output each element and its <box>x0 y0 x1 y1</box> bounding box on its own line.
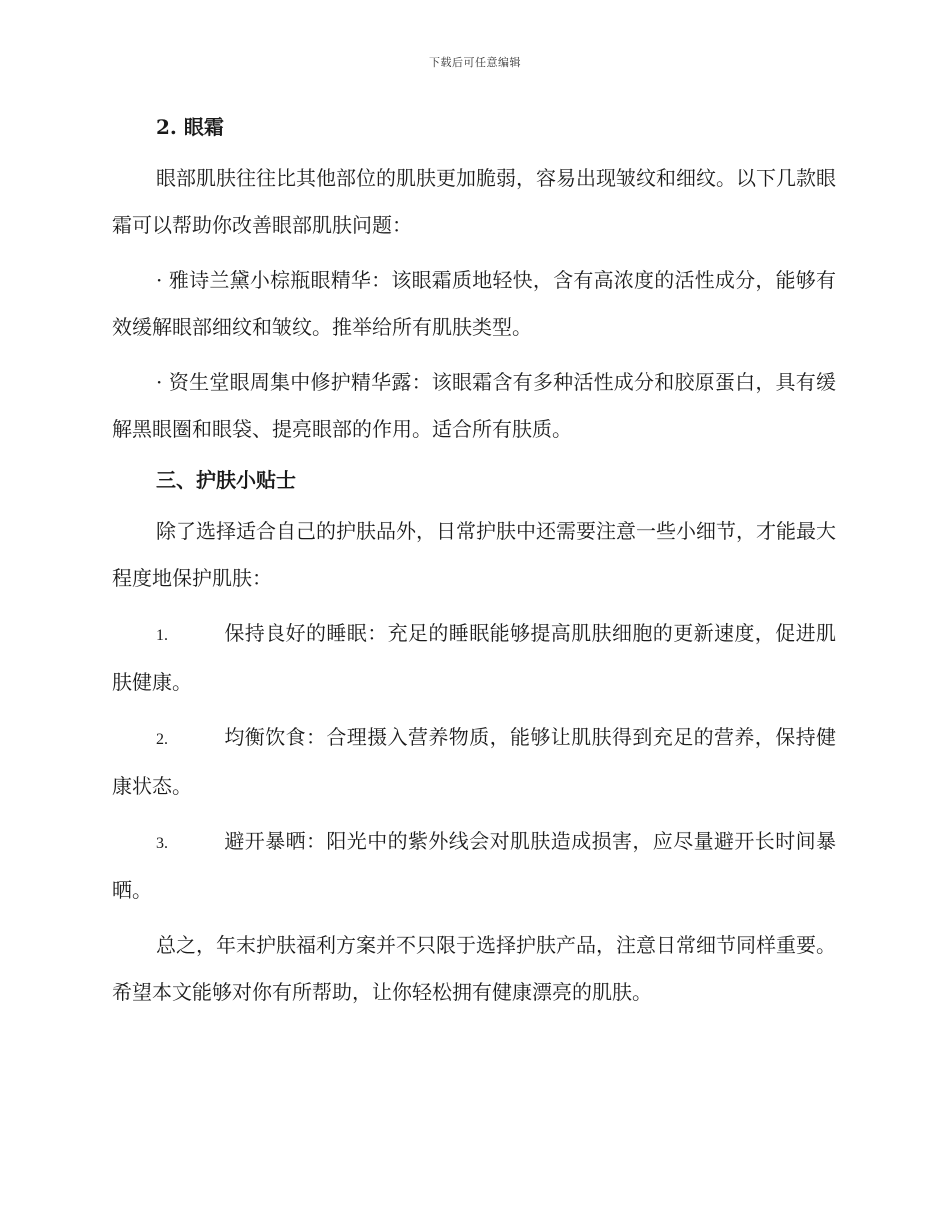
eye-cream-item-2: · 资生堂眼周集中修护精华露：该眼霜含有多种活性成分和胶原蛋白，具有缓解黑眼圈和眼袋、提亮眼部的作用。适合所有肤质。 <box>112 370 836 441</box>
section-heading-eye-cream: 2. 眼霜 <box>156 115 224 139</box>
section-heading-tips: 三、护肤小贴士 <box>156 468 296 492</box>
tip-number: 1. <box>156 627 168 644</box>
tip-text: 均衡饮食：合理摄入营养物质，能够让肌肤得到充足的营养，保持健康状态。 <box>112 725 836 798</box>
tips-intro: 除了选择适合自己的护肤品外，日常护肤中还需要注意一些小细节，才能最大程度地保护肌肤： <box>112 519 836 590</box>
tip-text: 保持良好的睡眠：充足的睡眠能够提高肌肤细胞的更新速度，促进肌肤健康。 <box>112 621 836 694</box>
tip-number: 3. <box>156 835 168 852</box>
tip-item-1 <box>112 610 836 706</box>
tip-number: 2. <box>156 731 168 748</box>
eye-cream-item-1: · 雅诗兰黛小棕瓶眼精华：该眼霜质地轻快，含有高浓度的活性成分，能够有效缓解眼部细纹和皱纹。推举给所有肌肤类型。 <box>112 268 836 339</box>
tip-text: 避开暴晒：阳光中的紫外线会对肌肤造成损害，应尽量避开长时间暴晒。 <box>112 829 836 902</box>
conclusion-paragraph: 总之，年末护肤福利方案并不只限于选择护肤产品，注意日常细节同样重要。希望本文能够对你有所帮助，让你轻松拥有健康漂亮的肌肤。 <box>112 933 836 1004</box>
document-body <box>112 108 836 1024</box>
tip-item-2 <box>112 714 836 810</box>
page-header: 下载后可任意编辑 <box>429 56 521 69</box>
eye-cream-intro: 眼部肌肤往往比其他部位的肌肤更加脆弱，容易出现皱纹和细纹。以下几款眼霜可以帮助你改善眼部肌肤问题： <box>112 166 836 237</box>
tip-item-3 <box>112 818 836 914</box>
